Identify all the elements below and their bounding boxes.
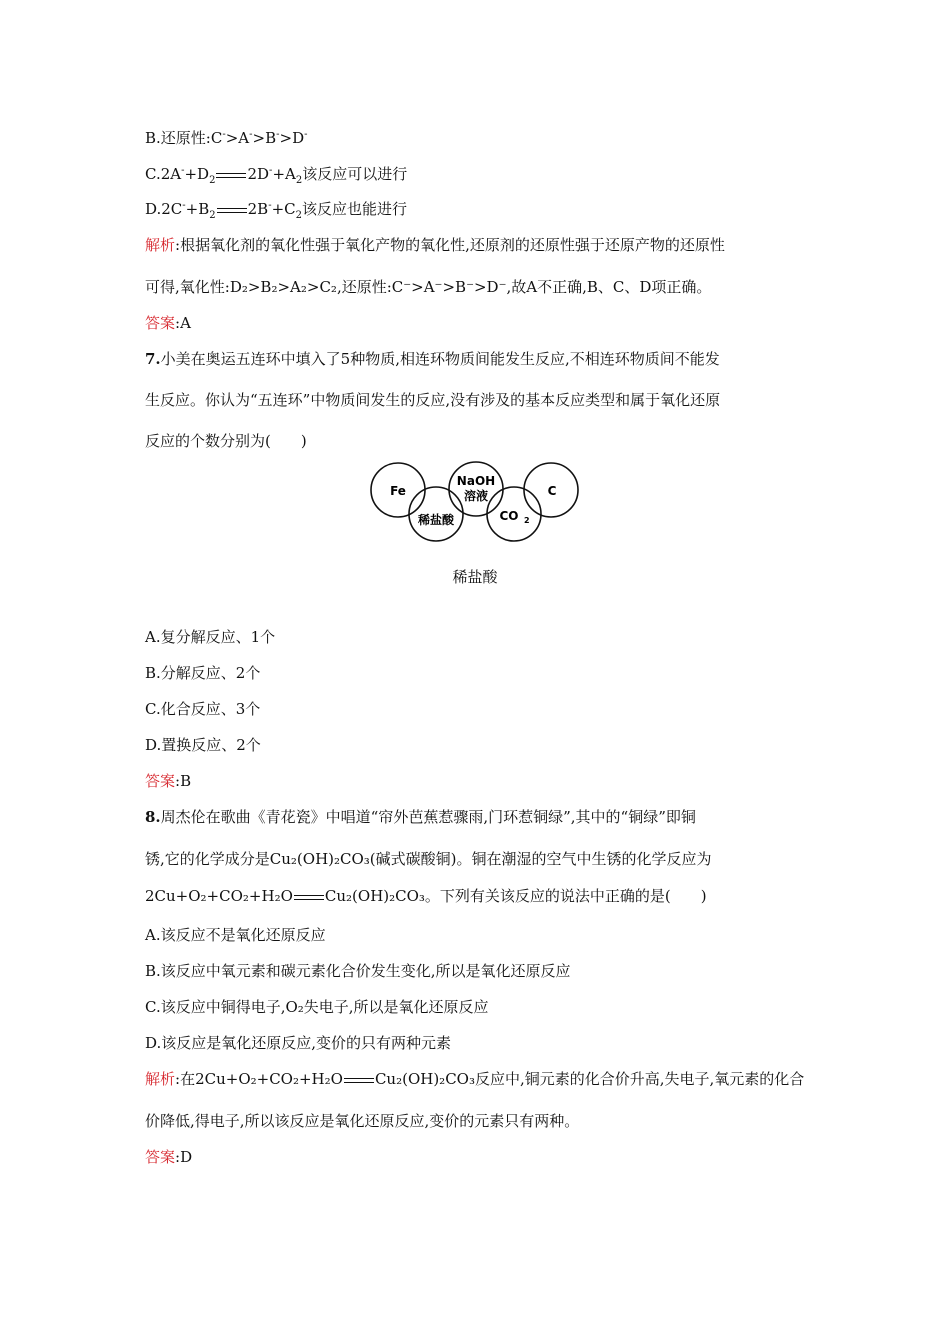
q6-analysis-line1: 解析:根据氧化剂的氧化性强于氧化产物的氧化性,还原剂的还原性强于还原产物的还原性: [145, 236, 725, 254]
ring-co2-label: CO: [499, 509, 519, 523]
q7-stem-line2: 生反应。你认为“五连环”中物质间发生的反应,没有涉及的基本反应类型和属于氧化还原: [145, 391, 721, 409]
q6-answer: 答案:A: [145, 314, 191, 332]
figure-caption: 稀盐酸: [452, 568, 498, 586]
q6-option-b: B.还原性:C->A->B->D-: [145, 129, 308, 147]
equals-sign: [344, 1078, 374, 1083]
q6-option-d: $D.2C^-+B_2$ $2B^-+C_2$该反应也能进行: [145, 200, 408, 221]
q8-stem-line2: 锈,它的化学成分是Cu₂(OH)₂CO₃(碱式碳酸铜)。铜在潮湿的空气中生锈的化学反应为: [145, 850, 712, 868]
q8-option-c: C.该反应中铜得电子,O₂失电子,所以是氧化还原反应: [145, 998, 489, 1016]
equals-sign: [217, 208, 247, 213]
q8-stem-line1: 8.周杰伦在歌曲《青花瓷》中唱道“帘外芭蕉惹骤雨,门环惹铜绿”,其中的“铜绿”即铜: [145, 808, 696, 826]
q6-option-c: $C.2A^-+D_2$ $2D^-+A_2$该反应可以进行: [145, 165, 408, 186]
five-rings-diagram: [368, 460, 584, 546]
q8-stem-line3: 2Cu+O₂+CO₂+H₂O Cu₂(OH)₂CO₃。下列有关该反应的说法中正确的是( ): [145, 887, 707, 905]
q7-option-b: B.分解反应、2个: [145, 664, 261, 682]
q7-option-a: A.复分解反应、1个: [145, 628, 276, 646]
q8-analysis-line2: 价降低,得电子,所以该反应是氧化还原反应,变价的元素只有两种。: [145, 1112, 580, 1130]
q7-stem-line1: 7.小美在奥运五连环中填入了5种物质,相连环物质间能发生反应,不相连环物质间不能发: [145, 350, 720, 368]
equals-sign: [216, 173, 246, 178]
q8-option-b: B.该反应中氧元素和碳元素化合价发生变化,所以是氧化还原反应: [145, 962, 571, 980]
q7-option-c: C.化合反应、3个: [145, 700, 261, 718]
ring-hcl-label: 稀盐酸: [417, 513, 455, 527]
q8-answer: 答案:D: [145, 1148, 193, 1166]
ring-c-label: C: [547, 484, 557, 498]
q8-analysis-line1: 解析:在2Cu+O₂+CO₂+H₂O Cu₂(OH)₂CO₃反应中,铜元素的化合价升高,失电子,氧元素的化合: [145, 1070, 805, 1088]
ring-fe-label: Fe: [390, 484, 406, 498]
q7-stem-line3: 反应的个数分别为( ): [145, 432, 307, 450]
q6-analysis-line2: 可得,氧化性:D₂>B₂>A₂>C₂,还原性:C⁻>A⁻>B⁻>D⁻,故A不正确,B、C、D项正确。: [145, 278, 712, 296]
ring-naoh-label: NaOH: [456, 474, 496, 488]
ring-co2-sub: 2: [524, 516, 530, 525]
equals-sign: [294, 895, 324, 900]
q7-answer: 答案:B: [145, 772, 192, 790]
q7-option-d: D.置换反应、2个: [145, 736, 261, 754]
ring-naoh-label2: 溶液: [463, 489, 489, 503]
analysis-label: 解析: [145, 236, 176, 254]
q8-option-d: D.该反应是氧化还原反应,变价的只有两种元素: [145, 1034, 452, 1052]
q8-option-a: A.该反应不是氧化还原反应: [145, 926, 326, 944]
analysis-label: 解析: [145, 1070, 176, 1088]
